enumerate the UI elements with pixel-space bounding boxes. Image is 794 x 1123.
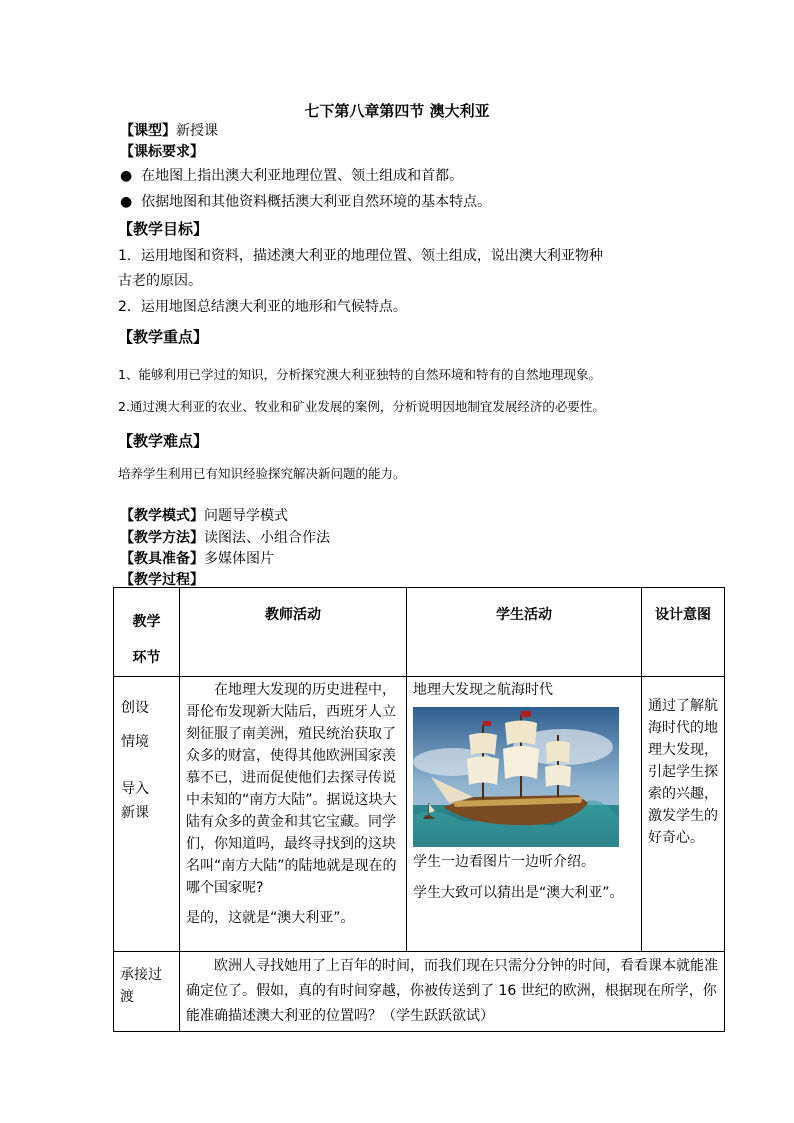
page-title: 七下第八章第四节 澳大利亚 xyxy=(304,102,490,120)
transition-content-cell xyxy=(180,952,725,1032)
standards-item-text: 在地图上指出澳大利亚地理位置、领土组成和首都。 xyxy=(141,168,464,184)
stage-text: 新课 xyxy=(121,805,149,821)
header-intent xyxy=(642,588,725,677)
goals-line: 2．运用地图总结澳大利亚的地形和气候特点。 xyxy=(118,299,407,315)
header-stage xyxy=(114,588,180,677)
teacher-activity-text: 在地理大发现的历史进程中，哥伦布发现新大陆后，西班牙人立刻征服了南美洲，殖民统治获取了众多的财富，使得其他欧洲国家羡慕不已，进而促使他们去探寻传说中未知的“南方大陆”。据说这块大陆有众多的黄金和其它宝藏。同学们，你知道吗，最终寻找到的这块名叫“南方大陆”的陆地就是现在的哪个国家呢? xyxy=(186,682,397,896)
bullet-icon: ● xyxy=(120,194,133,210)
goals-line: 1．运用地图和资料，描述澳大利亚的地理位置、领土组成，说出澳大利亚物种 xyxy=(118,248,603,264)
key-points-line: 2.通过澳大利亚的农业、牧业和矿业发展的案例，分析说明因地制宜发展经济的必要性。 xyxy=(118,399,605,414)
header-student xyxy=(407,588,642,677)
teacher-activity-cell xyxy=(180,677,407,952)
stage-text: 创设 xyxy=(121,700,149,716)
tools-label: 【教具准备】 xyxy=(120,551,204,567)
tools-value: 多媒体图片 xyxy=(204,551,274,567)
student-activity-text: 学生一边看图片一边听介绍。 xyxy=(413,854,595,870)
header-teacher xyxy=(180,588,407,677)
tools-line xyxy=(120,548,274,568)
stage-text: 情境 xyxy=(121,734,149,750)
standards-heading: 【课标要求】 xyxy=(120,144,204,160)
teacher-answer-text: 是的，这就是“澳大利亚”。 xyxy=(186,910,355,926)
header-stage-line: 环节 xyxy=(132,650,161,666)
intent-cell xyxy=(642,677,725,952)
method-label: 【教学方法】 xyxy=(120,530,204,546)
method-line xyxy=(120,527,330,547)
standards-item-text: 依据地图和其他资料概括澳大利亚自然环境的基本特点。 xyxy=(141,194,492,210)
mode-value: 问题导学模式 xyxy=(204,508,288,524)
transition-content-text: 欧洲人寻找她用了上百年的时间，而我们现在只需分分钟的时间，看看课本就能准确定位了。假如，真的有时间穿越，你被传送到了 16 世纪的欧洲，根据现在所学，你能准确描述澳大利亚的位置吗？（学生跃跃欲试） xyxy=(186,958,718,1024)
table-header-row xyxy=(114,588,725,677)
difficulty-heading: 【教学难点】 xyxy=(118,432,209,450)
header-teacher-text: 教师活动 xyxy=(265,607,321,623)
header-student-text: 学生活动 xyxy=(496,607,552,623)
standards-item xyxy=(120,165,463,185)
student-activity-cell xyxy=(407,677,642,952)
stage-text: 承接过渡 xyxy=(120,967,162,1005)
header-stage-line: 教学 xyxy=(132,614,161,630)
course-type-label: 【课型】 xyxy=(120,123,176,139)
standards-item xyxy=(120,191,491,211)
process-heading: 【教学过程】 xyxy=(120,572,204,588)
key-points-heading: 【教学重点】 xyxy=(118,328,209,346)
method-value: 读图法、小组合作法 xyxy=(204,530,330,546)
table-row xyxy=(114,677,725,952)
goals-heading: 【教学目标】 xyxy=(118,220,209,238)
course-type-line xyxy=(120,120,218,140)
student-activity-text: 学生大致可以猜出是“澳大利亚”。 xyxy=(413,885,624,901)
difficulty-text: 培养学生利用已有知识经验探究解决新问题的能力。 xyxy=(118,466,406,481)
course-type-value: 新授课 xyxy=(176,123,218,139)
stage-cell xyxy=(114,952,180,1032)
bullet-icon: ● xyxy=(120,168,133,184)
sailing-ship-image xyxy=(413,707,619,847)
stage-text: 导入 xyxy=(121,781,149,797)
table-row xyxy=(114,952,725,1032)
mode-label: 【教学模式】 xyxy=(120,508,204,524)
mode-line xyxy=(120,505,288,525)
key-points-line: 1、能够利用已学过的知识，分析探究澳大利亚独特的自然环境和特有的自然地理现象。 xyxy=(118,367,601,382)
intent-text: 通过了解航海时代的地理大发现，引起学生探索的兴趣，激发学生的好奇心。 xyxy=(648,698,718,846)
goals-line: 古老的原因。 xyxy=(118,273,202,289)
stage-cell xyxy=(114,677,180,952)
header-intent-text: 设计意图 xyxy=(655,607,711,623)
student-image-caption: 地理大发现之航海时代 xyxy=(413,682,553,698)
process-table xyxy=(113,587,725,1032)
